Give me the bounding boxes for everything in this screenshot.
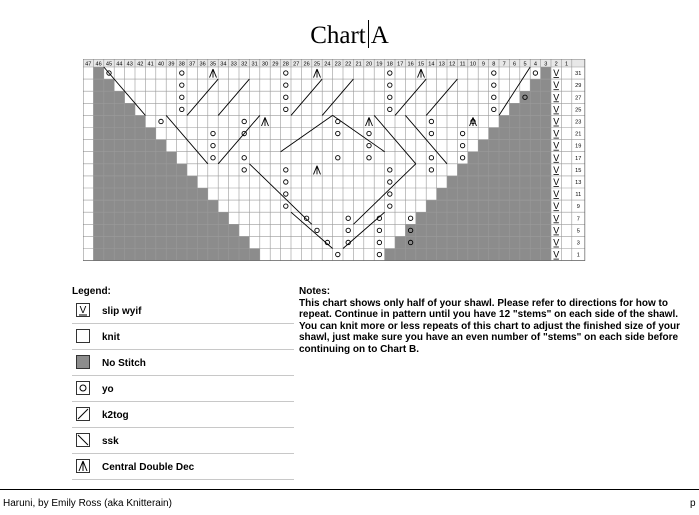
yo-symbol	[284, 95, 288, 99]
row-number: 3	[576, 240, 580, 247]
yo-symbol	[492, 71, 496, 75]
cdd-symbol	[418, 69, 422, 78]
yo-symbol	[284, 204, 288, 208]
decrease-line	[322, 79, 353, 115]
column-number: 24	[324, 61, 331, 68]
column-number: 28	[282, 61, 289, 68]
yo-symbol	[159, 119, 163, 123]
knit-icon	[76, 329, 90, 343]
chart-title	[0, 20, 699, 50]
yo-symbol	[284, 168, 288, 172]
column-number: 36	[199, 61, 206, 68]
row-number: 27	[575, 95, 582, 102]
column-number: 1	[565, 61, 569, 68]
yo-symbol	[377, 252, 381, 256]
slip-symbol: V	[553, 68, 560, 79]
title-divider	[368, 20, 369, 48]
no-stitch-block	[520, 91, 551, 103]
yo-symbol	[377, 240, 381, 244]
column-number: 2	[554, 61, 558, 68]
yo-symbol	[492, 95, 496, 99]
legend-item	[72, 376, 294, 402]
column-number: 9	[481, 61, 485, 68]
yo-symbol	[388, 168, 392, 172]
notes-heading: Notes:	[299, 286, 331, 297]
column-number: 11	[459, 61, 466, 68]
column-number: 38	[178, 61, 185, 68]
legend-item	[72, 324, 294, 350]
yo-symbol	[242, 119, 246, 123]
column-number: 35	[209, 61, 217, 68]
footer-rule	[0, 489, 699, 490]
decrease-line	[291, 79, 322, 115]
column-number: 19	[376, 61, 383, 68]
column-number: 40	[157, 61, 165, 68]
column-number: 31	[251, 61, 258, 68]
yo-symbol	[367, 143, 371, 147]
yo-symbol	[460, 156, 464, 160]
slip-symbol: V	[553, 249, 560, 260]
column-number: 39	[168, 61, 175, 68]
svg-text:V: V	[79, 305, 87, 316]
legend-item	[72, 298, 294, 324]
yo-symbol	[180, 83, 184, 87]
yo-symbol	[388, 71, 392, 75]
slip-symbol: V	[553, 92, 560, 103]
column-number: 33	[230, 61, 237, 68]
yo-symbol	[429, 131, 433, 135]
slip-symbol: V	[553, 225, 560, 236]
no-stitch-block	[499, 115, 551, 127]
yo-symbol	[242, 156, 246, 160]
slip-symbol: V	[553, 164, 560, 175]
legend-item	[72, 350, 294, 376]
yo-symbol	[211, 156, 215, 160]
cdd-symbol	[473, 117, 477, 126]
yo-symbol	[367, 156, 371, 160]
yo-symbol	[180, 107, 184, 111]
column-number: 34	[220, 61, 227, 68]
yo-symbol	[346, 216, 350, 220]
legend-label: k2tog	[102, 410, 129, 421]
yo-symbol	[388, 192, 392, 196]
row-number: 11	[575, 192, 582, 199]
yo-symbol	[284, 192, 288, 196]
column-number: 4	[533, 61, 537, 68]
slip-wyif-icon	[76, 303, 90, 317]
row-number: 7	[576, 216, 580, 223]
legend-label: ssk	[102, 436, 119, 447]
column-number: 32	[241, 61, 248, 68]
slip-symbol: V	[553, 80, 560, 91]
no-stitch-block	[93, 212, 228, 224]
cdd-symbol	[366, 117, 370, 126]
row-number: 15	[575, 167, 582, 174]
yo-symbol	[460, 143, 464, 147]
no-stitch-block	[478, 140, 551, 152]
notes-line: shawl, just make sure you have an even number of "stems" on each side before	[299, 332, 679, 343]
column-number: 20	[365, 61, 373, 68]
yo-symbol	[211, 143, 215, 147]
slip-symbol: V	[553, 116, 560, 127]
slip-symbol: V	[553, 176, 560, 187]
cdd-symbol	[213, 69, 217, 78]
no-stitch-block	[93, 188, 207, 200]
decrease-line	[426, 79, 457, 115]
yo-symbol	[180, 71, 184, 75]
no-stitch-block	[93, 115, 145, 127]
no-stitch-block	[93, 91, 124, 103]
column-number: 22	[345, 61, 352, 68]
yo-symbol	[242, 168, 246, 172]
slip-symbol: V	[553, 237, 560, 248]
no-stitch-block	[395, 236, 551, 248]
yo-symbol	[388, 83, 392, 87]
legend-label: slip wyif	[102, 306, 142, 317]
no-stitch-block	[457, 164, 551, 176]
footer-credit: Haruni, by Emily Ross (aka Knitterain)	[3, 498, 172, 509]
slip-symbol: V	[553, 140, 560, 151]
decrease-line	[218, 79, 249, 115]
yo-symbol	[388, 107, 392, 111]
column-number: 16	[407, 61, 414, 68]
no-stitch-icon	[76, 355, 90, 369]
column-number: 43	[126, 61, 133, 68]
yo-symbol	[460, 131, 464, 135]
no-stitch-block	[416, 212, 551, 224]
column-number: 44	[116, 61, 123, 68]
legend-label: yo	[102, 384, 114, 395]
notes	[299, 286, 684, 355]
yo-symbol	[284, 180, 288, 184]
notes-line: repeat. Continue in pattern until you have 12 "stems" on each side of the shawl.	[299, 309, 679, 320]
yo-symbol	[388, 204, 392, 208]
knitting-chart	[83, 59, 608, 263]
yo-symbol	[429, 168, 433, 172]
legend-item	[72, 402, 294, 428]
cdd-symbol	[314, 69, 318, 78]
column-number: 12	[449, 61, 456, 68]
title-chart-letter: A	[370, 22, 389, 49]
yo-symbol	[211, 131, 215, 135]
legend-heading: Legend:	[72, 286, 111, 297]
notes-line: This chart shows only half of your shawl. Please refer to directions for how to	[299, 297, 668, 309]
column-number: 41	[147, 61, 154, 68]
column-number: 18	[386, 61, 393, 68]
no-stitch-block	[93, 164, 187, 176]
cdd-symbol	[470, 117, 474, 126]
k2tog-icon	[76, 407, 90, 421]
slip-symbol: V	[553, 213, 560, 224]
no-stitch-block	[541, 67, 551, 79]
yo-symbol	[284, 107, 288, 111]
notes-line: continuing on to Chart B.	[299, 343, 419, 355]
yo-symbol	[284, 83, 288, 87]
legend-label: Central Double Dec	[102, 462, 195, 473]
central-double-dec-icon	[76, 459, 90, 473]
column-number: 15	[417, 61, 425, 68]
row-number: 25	[575, 107, 582, 114]
legend-item	[72, 454, 294, 480]
column-number: 25	[313, 61, 321, 68]
slip-symbol: V	[553, 152, 560, 163]
yo-symbol	[408, 216, 412, 220]
yo-symbol	[533, 71, 537, 75]
yo-symbol	[336, 156, 340, 160]
column-number: 37	[189, 61, 196, 68]
column-number: 6	[513, 61, 517, 68]
cdd-symbol	[265, 117, 269, 126]
column-number: 46	[95, 61, 102, 68]
cdd-symbol	[210, 69, 214, 78]
notes-line: You can knit more or less repeats of this chart to adjust the finished size of your	[299, 320, 681, 332]
column-number: 42	[137, 61, 144, 68]
yo-symbol	[492, 107, 496, 111]
yo-symbol	[388, 180, 392, 184]
slip-symbol: V	[553, 128, 560, 139]
legend-item	[72, 428, 294, 454]
cdd-symbol	[317, 166, 321, 175]
no-stitch-block	[93, 67, 103, 79]
row-number: 31	[575, 71, 582, 78]
row-number: 1	[576, 252, 580, 259]
yo-icon	[76, 381, 90, 395]
slip-symbol: V	[553, 201, 560, 212]
no-stitch-block	[93, 140, 166, 152]
yo-symbol	[388, 95, 392, 99]
cdd-symbol	[314, 166, 318, 175]
decrease-line	[395, 79, 426, 115]
yo-symbol	[284, 71, 288, 75]
no-stitch-block	[93, 236, 249, 248]
column-number: 3	[544, 61, 548, 68]
column-number: 8	[492, 61, 496, 68]
slip-symbol: V	[553, 189, 560, 200]
column-number: 47	[85, 61, 92, 68]
yo-symbol	[492, 83, 496, 87]
no-stitch-block	[437, 188, 551, 200]
column-number: 14	[428, 61, 435, 68]
yo-symbol	[429, 119, 433, 123]
row-number: 5	[576, 228, 580, 235]
row-number: 29	[575, 83, 582, 90]
legend	[72, 286, 294, 480]
decrease-line	[187, 79, 218, 115]
column-number: 45	[105, 61, 113, 68]
cdd-symbol	[317, 69, 321, 78]
yo-symbol	[336, 252, 340, 256]
yo-symbol	[367, 131, 371, 135]
decrease-line	[281, 115, 333, 151]
notes-text	[299, 298, 684, 356]
yo-symbol	[377, 228, 381, 232]
ssk-icon	[76, 433, 90, 447]
row-number: 17	[575, 155, 582, 162]
legend-label: knit	[102, 332, 120, 343]
column-number: 13	[438, 61, 445, 68]
column-number: 17	[397, 61, 404, 68]
column-number: 27	[293, 61, 300, 68]
column-number: 7	[502, 61, 506, 68]
legend-label: No Stitch	[102, 358, 146, 369]
yo-symbol	[336, 131, 340, 135]
footer-page-marker: p	[690, 498, 696, 509]
row-number: 19	[575, 143, 582, 150]
yo-symbol	[346, 228, 350, 232]
column-number: 10	[469, 61, 477, 68]
row-number: 23	[575, 119, 582, 126]
yo-symbol	[315, 228, 319, 232]
cdd-symbol	[369, 117, 373, 126]
yo-symbol	[429, 156, 433, 160]
row-number: 21	[575, 131, 582, 138]
cdd-symbol	[421, 69, 425, 78]
slip-symbol: V	[553, 104, 560, 115]
row-number: 13	[575, 179, 582, 186]
column-number: 29	[272, 61, 279, 68]
column-number: 23	[334, 61, 341, 68]
column-number: 26	[303, 61, 310, 68]
yo-symbol	[180, 95, 184, 99]
cdd-symbol	[262, 117, 266, 126]
column-number: 21	[355, 61, 362, 68]
title-chart-word: Chart	[310, 22, 366, 49]
column-number: 30	[261, 61, 269, 68]
row-number: 9	[576, 204, 580, 211]
column-number: 5	[523, 61, 527, 68]
